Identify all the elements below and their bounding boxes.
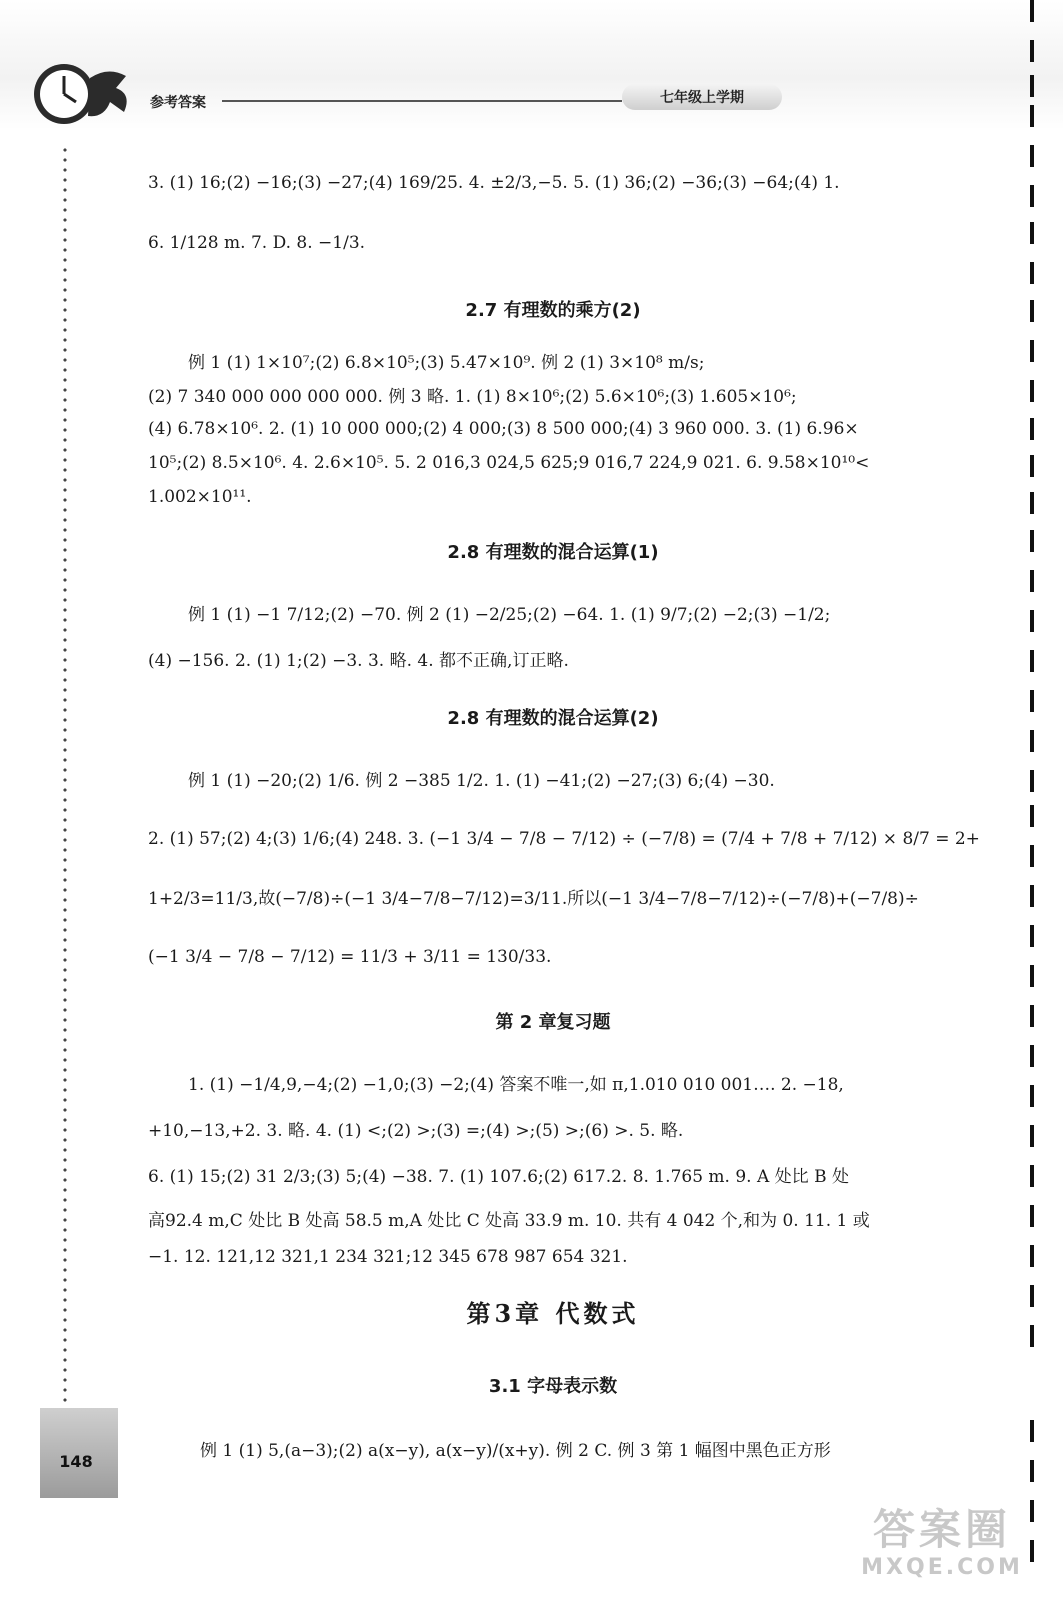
answer-line: (4) −156. 2. (1) 1;(2) −3. 3. 略. 4. 都不正确,订正略. bbox=[148, 651, 569, 671]
answer-line: 例 1 (1) 5,(a−3);(2) a(x−y), a(x−y)/(x+y). 例 2 C. 例 3 第 1 幅图中黑色正方形 bbox=[200, 1441, 831, 1461]
answer-line: 6. (1) 15;(2) 31 2/3;(3) 5;(4) −38. 7. (1) 107.6;(2) 617.2. 8. 1.765 m. 9. A 处比 B 处 bbox=[148, 1167, 849, 1187]
answer-line: (4) 6.78×10⁶. 2. (1) 10 000 000;(2) 4 000;(3) 8 500 000;(4) 3 960 000. 3. (1) 6.96× bbox=[148, 419, 859, 439]
binding-edge-marks bbox=[1024, 0, 1044, 1600]
answer-line: 3. (1) 16;(2) −16;(3) −27;(4) 169/25. 4. ±2/3,−5. 5. (1) 36;(2) −36;(3) −64;(4) 1. bbox=[148, 173, 840, 193]
answer-line: 2. (1) 57;(2) 4;(3) 1/6;(4) 248. 3. (−1 3/4 − 7/8 − 7/12) ÷ (−7/8) = (7/4 + 7/8 + 7/12) × 8/7 = 2+ bbox=[148, 829, 980, 849]
watermark-text: 答案圈 bbox=[872, 1505, 1011, 1554]
answer-line: 例 1 (1) −1 7/12;(2) −70. 例 2 (1) −2/25;(2) −64. 1. (1) 9/7;(2) −2;(3) −1/2; bbox=[188, 605, 831, 625]
answer-line: 例 1 (1) 1×10⁷;(2) 6.8×10⁵;(3) 5.47×10⁹. 例 2 (1) 3×10⁸ m/s; bbox=[188, 353, 705, 373]
watermark-logo bbox=[842, 1505, 1042, 1595]
section-heading: 第 2 章复习题 bbox=[495, 1012, 611, 1033]
answer-line: 例 1 (1) −20;(2) 1/6. 例 2 −385 1/2. 1. (1) −41;(2) −27;(3) 6;(4) −30. bbox=[188, 771, 775, 791]
section-heading: 3.1 字母表示数 bbox=[488, 1376, 618, 1397]
header-divider bbox=[222, 100, 622, 102]
answer-line: +10,−13,+2. 3. 略. 4. (1) <;(2) >;(3) =;(4) >;(5) >;(6) >. 5. 略. bbox=[148, 1121, 684, 1141]
chapter-title: 第3章 代数式 bbox=[466, 1299, 640, 1328]
grade-badge: 七年级上学期 bbox=[622, 84, 782, 110]
watermark-url: MXQE.COM bbox=[861, 1555, 1023, 1580]
answer-line: −1. 12. 121,12 321,1 234 321;12 345 678 987 654 321. bbox=[148, 1247, 628, 1267]
section-heading: 2.7 有理数的乘方(2) bbox=[465, 300, 641, 321]
answer-line: 高92.4 m,C 处比 B 处高 58.5 m,A 处比 C 处高 33.9 m. 10. 共有 4 042 个,和为 0. 11. 1 或 bbox=[148, 1211, 870, 1231]
answer-line: 1. (1) −1/4,9,−4;(2) −1,0;(3) −2;(4) 答案不唯一,如 π,1.010 010 001…. 2. −18, bbox=[188, 1075, 844, 1095]
clock-runner-logo-icon bbox=[28, 58, 138, 130]
section-heading: 2.8 有理数的混合运算(2) bbox=[447, 708, 659, 729]
header-section-label: 参考答案 bbox=[150, 95, 206, 111]
page-number: 148 bbox=[59, 1452, 93, 1471]
answer-line: 1+2/3=11/3,故(−7/8)÷(−1 3/4−7/8−7/12)=3/11.所以(−1 3/4−7/8−7/12)÷(−7/8)+(−7/8)÷ bbox=[148, 889, 919, 909]
answer-line: 1.002×10¹¹. bbox=[148, 487, 252, 507]
answer-line: 6. 1/128 m. 7. D. 8. −1/3. bbox=[148, 233, 366, 253]
answer-line: 10⁵;(2) 8.5×10⁶. 4. 2.6×10⁵. 5. 2 016,3 024,5 625;9 016,7 224,9 021. 6. 9.58×10¹⁰< bbox=[148, 453, 870, 473]
answer-line: (−1 3/4 − 7/8 − 7/12) = 11/3 + 3/11 = 130/33. bbox=[148, 947, 552, 967]
dotted-margin-rail bbox=[63, 145, 67, 1410]
page-header bbox=[0, 0, 1063, 130]
section-heading: 2.8 有理数的混合运算(1) bbox=[447, 542, 659, 563]
answer-line: (2) 7 340 000 000 000 000. 例 3 略. 1. (1) 8×10⁶;(2) 5.6×10⁶;(3) 1.605×10⁶; bbox=[148, 387, 797, 407]
